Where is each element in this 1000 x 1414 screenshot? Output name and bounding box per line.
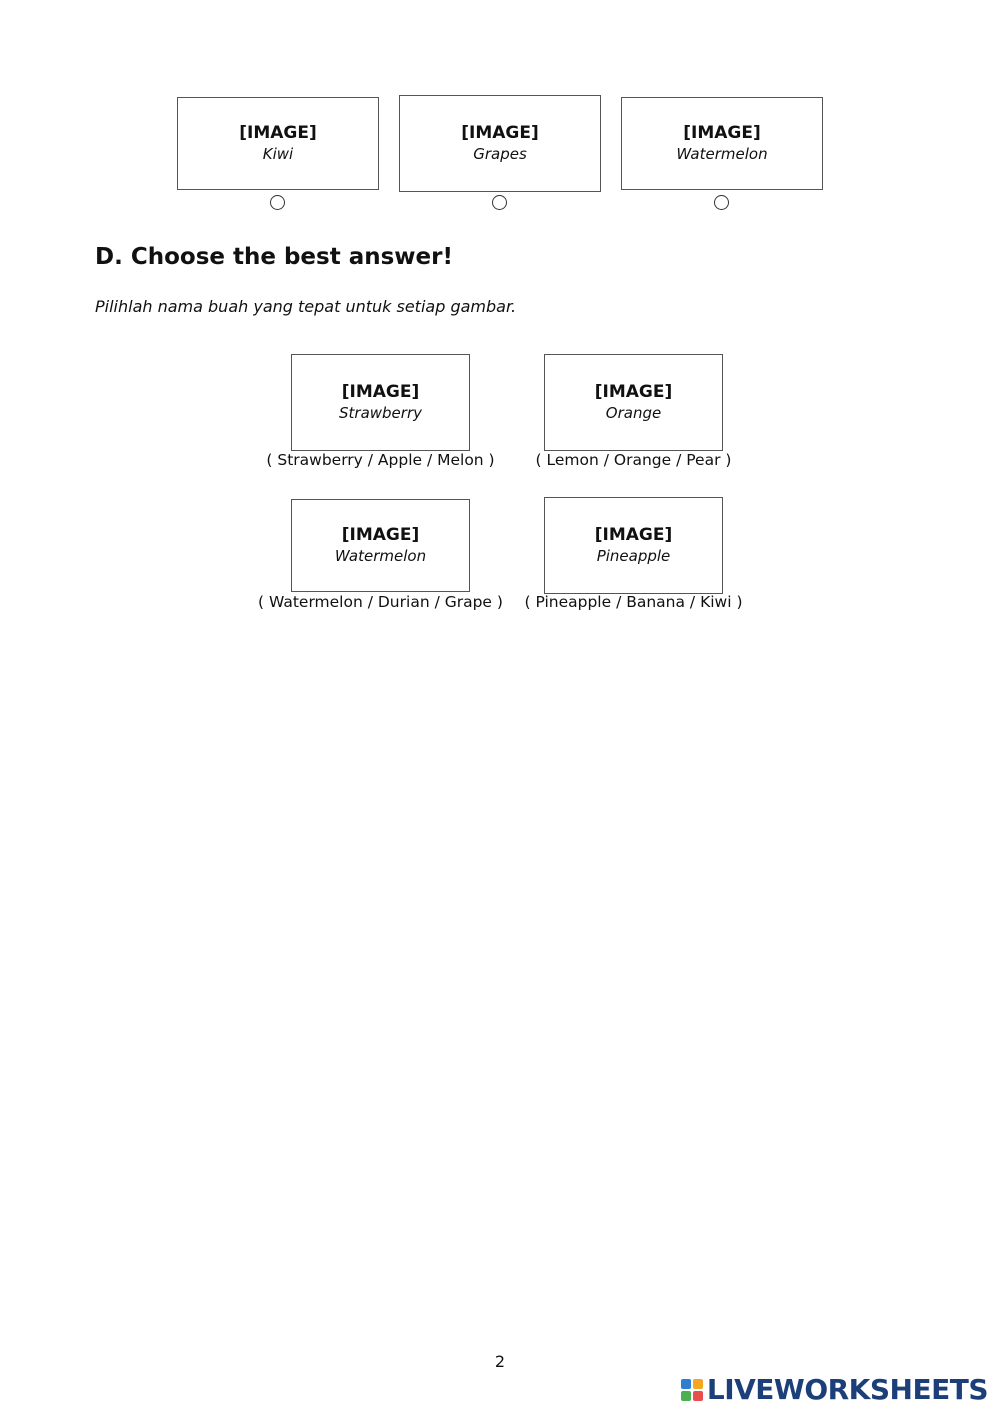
image-placeholder-tag: [IMAGE] [341, 525, 420, 545]
image-caption: Watermelon [334, 547, 427, 565]
image-placeholder-tag: [IMAGE] [683, 123, 761, 143]
radio-option-grapes[interactable] [492, 195, 507, 210]
brand-mark-square [681, 1379, 691, 1389]
image-box-watermelon [621, 97, 823, 190]
answer-choices[interactable]: ( Watermelon / Durian / Grape ) [258, 593, 503, 611]
question-image-watermelon [291, 499, 470, 592]
brand-mark-square [693, 1391, 703, 1401]
question-image-strawberry [291, 354, 470, 451]
brand-mark-icon [681, 1379, 703, 1401]
question-image-pineapple [544, 497, 723, 594]
answer-choices[interactable]: ( Pineapple / Banana / Kiwi ) [524, 593, 743, 611]
image-caption: Pineapple [596, 547, 671, 565]
image-caption: Strawberry [339, 404, 422, 422]
brand-logo [681, 1373, 988, 1406]
radio-option-watermelon[interactable] [714, 195, 729, 210]
answer-choices[interactable]: ( Lemon / Orange / Pear ) [535, 451, 732, 469]
image-placeholder-tag: [IMAGE] [461, 123, 539, 143]
page-number: 2 [494, 1352, 506, 1371]
image-placeholder-tag: [IMAGE] [239, 123, 317, 143]
image-caption: Kiwi [262, 145, 294, 163]
image-box-grapes [399, 95, 601, 192]
brand-name: LIVEWORKSHEETS [706, 1373, 988, 1406]
answer-choices[interactable]: ( Strawberry / Apple / Melon ) [266, 451, 495, 469]
image-caption: Watermelon [676, 145, 768, 163]
image-placeholder-tag: [IMAGE] [341, 382, 420, 402]
image-caption: Grapes [473, 145, 527, 163]
section-instruction: Pilihlah nama buah yang tepat untuk setiap gambar. [95, 297, 517, 316]
image-placeholder-tag: [IMAGE] [594, 525, 673, 545]
radio-option-kiwi[interactable] [270, 195, 285, 210]
brand-mark-square [693, 1379, 703, 1389]
image-caption: Orange [605, 404, 662, 422]
image-placeholder-tag: [IMAGE] [594, 382, 673, 402]
question-image-orange [544, 354, 723, 451]
image-box-kiwi [177, 97, 379, 190]
brand-mark-square [681, 1391, 691, 1401]
section-heading: D. Choose the best answer! [95, 244, 453, 270]
